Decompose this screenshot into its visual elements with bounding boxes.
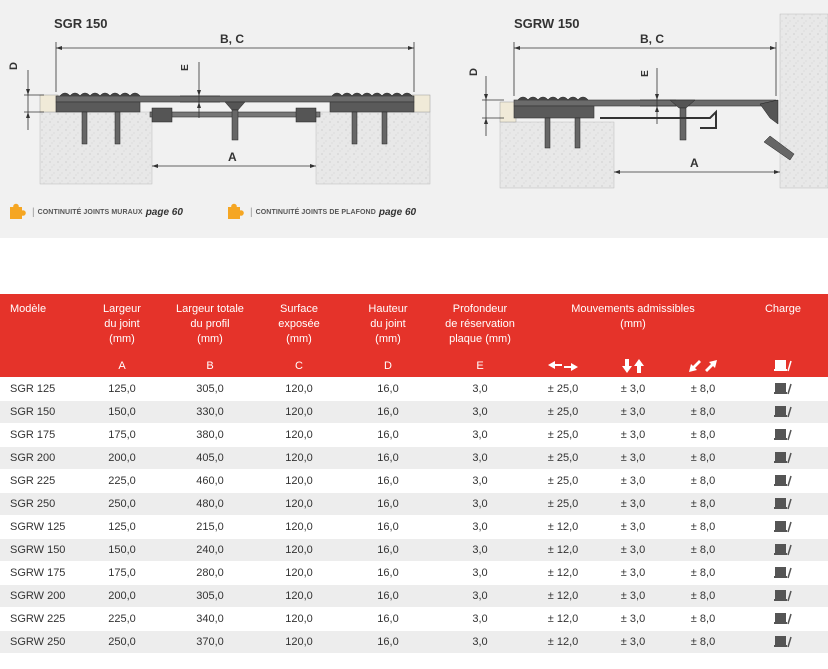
header-d xyxy=(344,294,432,356)
cell-m1: ± 25,0 xyxy=(528,401,598,424)
cell-load xyxy=(738,401,828,424)
left-diagram-title: SGR 150 xyxy=(54,16,108,31)
cell-d: 16,0 xyxy=(344,424,432,447)
cell-e: 3,0 xyxy=(432,608,528,631)
header-e xyxy=(432,294,528,356)
cell-m1: ± 25,0 xyxy=(528,378,598,401)
cell-e: 3,0 xyxy=(432,470,528,493)
cell-a: 150,0 xyxy=(78,401,166,424)
cell-b: 240,0 xyxy=(166,539,254,562)
header-load-label: Charge xyxy=(764,303,802,315)
cell-m2: ± 3,0 xyxy=(598,608,668,631)
cell-m2: ± 3,0 xyxy=(598,631,668,654)
cell-a: 175,0 xyxy=(78,424,166,447)
cell-m1: ± 12,0 xyxy=(528,585,598,608)
cell-m3: ± 8,0 xyxy=(668,539,738,562)
cell-e: 3,0 xyxy=(432,401,528,424)
cell-m3: ± 8,0 xyxy=(668,562,738,585)
right-dim-a: A xyxy=(690,156,699,170)
cell-d: 16,0 xyxy=(344,539,432,562)
header-b-label: Largeur totale du profil (mm) xyxy=(176,303,244,345)
diagram-drawing xyxy=(0,0,828,238)
cell-model: SGRW 200 xyxy=(0,585,78,608)
table-row xyxy=(0,539,828,562)
cell-a: 200,0 xyxy=(78,585,166,608)
load-icon xyxy=(774,635,792,649)
cell-c: 120,0 xyxy=(254,516,344,539)
cell-load xyxy=(738,516,828,539)
cell-load xyxy=(738,585,828,608)
cell-model: SGR 150 xyxy=(0,401,78,424)
table-row xyxy=(0,447,828,470)
cell-b: 480,0 xyxy=(166,493,254,516)
cell-model: SGR 200 xyxy=(0,447,78,470)
table-row xyxy=(0,424,828,447)
subheader-load xyxy=(738,356,828,378)
cell-d: 16,0 xyxy=(344,447,432,470)
cell-load xyxy=(738,562,828,585)
cell-model: SGRW 125 xyxy=(0,516,78,539)
cell-b: 405,0 xyxy=(166,447,254,470)
right-reference-page: page 60 xyxy=(378,207,417,218)
cell-c: 120,0 xyxy=(254,470,344,493)
table-row xyxy=(0,608,828,631)
sgr-diagram xyxy=(24,42,430,184)
cell-load xyxy=(738,539,828,562)
table-row xyxy=(0,585,828,608)
cell-m1: ± 25,0 xyxy=(528,447,598,470)
table-body xyxy=(0,378,828,654)
cell-c: 120,0 xyxy=(254,493,344,516)
cell-a: 125,0 xyxy=(78,378,166,401)
cell-m1: ± 25,0 xyxy=(528,493,598,516)
puzzle-icon xyxy=(10,204,26,219)
cell-a: 125,0 xyxy=(78,516,166,539)
header-d-label: Hauteur du joint (mm) xyxy=(368,303,408,345)
table-row xyxy=(0,470,828,493)
subheader-b: B xyxy=(166,356,254,378)
right-concrete-block xyxy=(316,112,430,184)
cell-m1: ± 12,0 xyxy=(528,608,598,631)
cell-model: SGR 225 xyxy=(0,470,78,493)
table-header-row xyxy=(0,294,828,356)
diagonal-movement-icon xyxy=(688,359,718,373)
cell-d: 16,0 xyxy=(344,493,432,516)
left-concrete-block xyxy=(40,112,152,184)
cell-e: 3,0 xyxy=(432,631,528,654)
cell-m1: ± 12,0 xyxy=(528,562,598,585)
cell-m2: ± 3,0 xyxy=(598,562,668,585)
cell-m2: ± 3,0 xyxy=(598,539,668,562)
cell-c: 120,0 xyxy=(254,424,344,447)
table-row xyxy=(0,401,828,424)
header-b xyxy=(166,294,254,356)
subheader-c: C xyxy=(254,356,344,378)
table-row xyxy=(0,562,828,585)
cell-model: SGRW 175 xyxy=(0,562,78,585)
cell-m1: ± 25,0 xyxy=(528,470,598,493)
vertical-movement-icon xyxy=(621,359,645,373)
load-icon xyxy=(774,382,792,396)
cell-b: 380,0 xyxy=(166,424,254,447)
cell-m1: ± 25,0 xyxy=(528,424,598,447)
technical-diagrams xyxy=(0,0,828,238)
load-icon xyxy=(774,405,792,419)
table-row xyxy=(0,378,828,401)
cell-e: 3,0 xyxy=(432,447,528,470)
subheader-vertical xyxy=(598,356,668,378)
cell-c: 120,0 xyxy=(254,539,344,562)
header-c xyxy=(254,294,344,356)
cell-e: 3,0 xyxy=(432,539,528,562)
subheader-diagonal xyxy=(668,356,738,378)
cell-m2: ± 3,0 xyxy=(598,470,668,493)
cell-c: 120,0 xyxy=(254,378,344,401)
cell-e: 3,0 xyxy=(432,378,528,401)
cell-a: 150,0 xyxy=(78,539,166,562)
cell-b: 340,0 xyxy=(166,608,254,631)
cell-d: 16,0 xyxy=(344,470,432,493)
cell-m2: ± 3,0 xyxy=(598,378,668,401)
cell-model: SGRW 250 xyxy=(0,631,78,654)
cell-m3: ± 8,0 xyxy=(668,447,738,470)
load-icon xyxy=(774,566,792,580)
left-dim-d: D xyxy=(7,62,20,70)
puzzle-icon xyxy=(228,204,244,219)
header-c-label: Surface exposée (mm) xyxy=(278,303,320,345)
table-subheader-row xyxy=(0,356,828,378)
load-icon xyxy=(774,451,792,465)
right-dim-bc: B, C xyxy=(640,32,664,46)
load-icon xyxy=(774,589,792,603)
cell-m2: ± 3,0 xyxy=(598,493,668,516)
cell-m2: ± 3,0 xyxy=(598,401,668,424)
cell-a: 225,0 xyxy=(78,608,166,631)
specifications-table xyxy=(0,294,828,653)
right-dim-d: D xyxy=(467,68,480,76)
cell-e: 3,0 xyxy=(432,585,528,608)
subheader-e: E xyxy=(432,356,528,378)
specifications-table-wrapper xyxy=(0,294,828,653)
cell-load xyxy=(738,631,828,654)
table-row xyxy=(0,516,828,539)
floor-concrete-block xyxy=(500,122,614,188)
cell-m3: ± 8,0 xyxy=(668,516,738,539)
load-icon xyxy=(774,497,792,511)
cell-c: 120,0 xyxy=(254,401,344,424)
cell-b: 215,0 xyxy=(166,516,254,539)
cell-model: SGR 250 xyxy=(0,493,78,516)
cell-b: 330,0 xyxy=(166,401,254,424)
right-diagram-title: SGRW 150 xyxy=(514,16,580,31)
left-dim-e: E xyxy=(179,64,191,71)
cell-a: 225,0 xyxy=(78,470,166,493)
cell-c: 120,0 xyxy=(254,562,344,585)
cell-m3: ± 8,0 xyxy=(668,631,738,654)
cell-m2: ± 3,0 xyxy=(598,424,668,447)
cell-c: 120,0 xyxy=(254,608,344,631)
right-dim-e: E xyxy=(639,70,651,77)
cell-load xyxy=(738,447,828,470)
cell-b: 305,0 xyxy=(166,378,254,401)
header-a-label: Largeur du joint (mm) xyxy=(103,303,141,345)
subheader-horizontal xyxy=(528,356,598,378)
cell-a: 175,0 xyxy=(78,562,166,585)
cell-load xyxy=(738,493,828,516)
left-reference-text: CONTINUITÉ JOINTS MURAUX xyxy=(37,209,143,216)
cell-e: 3,0 xyxy=(432,562,528,585)
cell-load xyxy=(738,378,828,401)
cell-b: 305,0 xyxy=(166,585,254,608)
cell-d: 16,0 xyxy=(344,608,432,631)
cell-load xyxy=(738,470,828,493)
cell-model: SGRW 225 xyxy=(0,608,78,631)
cell-c: 120,0 xyxy=(254,631,344,654)
subheader-d: D xyxy=(344,356,432,378)
right-reference-text: CONTINUITÉ JOINTS DE PLAFOND xyxy=(255,209,376,216)
header-model xyxy=(0,294,78,356)
left-reference-page: page 60 xyxy=(145,207,183,218)
load-icon xyxy=(774,543,792,557)
cell-d: 16,0 xyxy=(344,585,432,608)
cell-d: 16,0 xyxy=(344,562,432,585)
cell-model: SGR 125 xyxy=(0,378,78,401)
load-icon xyxy=(774,474,792,488)
left-dim-bc: B, C xyxy=(220,32,244,46)
header-movements-label: Mouvements admissibles (mm) xyxy=(571,303,695,330)
cell-e: 3,0 xyxy=(432,493,528,516)
table-row xyxy=(0,493,828,516)
cell-a: 250,0 xyxy=(78,493,166,516)
cover-plate xyxy=(56,96,414,102)
header-e-label: Profondeur de réservation plaque (mm) xyxy=(445,303,515,345)
cell-m1: ± 12,0 xyxy=(528,631,598,654)
cell-b: 370,0 xyxy=(166,631,254,654)
header-a xyxy=(78,294,166,356)
wall-concrete-block xyxy=(780,14,828,188)
cell-m2: ± 3,0 xyxy=(598,585,668,608)
cell-m3: ± 8,0 xyxy=(668,493,738,516)
cell-m3: ± 8,0 xyxy=(668,378,738,401)
cell-d: 16,0 xyxy=(344,631,432,654)
cell-m3: ± 8,0 xyxy=(668,608,738,631)
load-icon xyxy=(774,612,792,626)
cell-model: SGR 175 xyxy=(0,424,78,447)
cell-e: 3,0 xyxy=(432,516,528,539)
cell-m2: ± 3,0 xyxy=(598,516,668,539)
horizontal-movement-icon xyxy=(548,360,578,372)
header-load xyxy=(738,294,828,356)
cell-m1: ± 12,0 xyxy=(528,539,598,562)
cell-m2: ± 3,0 xyxy=(598,447,668,470)
left-dim-a: A xyxy=(228,150,237,164)
cell-m3: ± 8,0 xyxy=(668,470,738,493)
cell-d: 16,0 xyxy=(344,516,432,539)
cell-e: 3,0 xyxy=(432,424,528,447)
cell-c: 120,0 xyxy=(254,447,344,470)
cell-c: 120,0 xyxy=(254,585,344,608)
load-icon xyxy=(774,359,792,373)
header-model-label: Modèle xyxy=(10,303,47,315)
cell-d: 16,0 xyxy=(344,378,432,401)
subheader-model xyxy=(0,356,78,378)
table-row xyxy=(0,631,828,654)
cell-m3: ± 8,0 xyxy=(668,585,738,608)
cell-m3: ± 8,0 xyxy=(668,424,738,447)
header-movements xyxy=(528,294,738,356)
subheader-a: A xyxy=(78,356,166,378)
cell-load xyxy=(738,424,828,447)
left-reference-link[interactable]: | CONTINUITÉ JOINTS MURAUX page 60 xyxy=(32,207,183,218)
cell-b: 460,0 xyxy=(166,470,254,493)
cell-m3: ± 8,0 xyxy=(668,401,738,424)
cell-model: SGRW 150 xyxy=(0,539,78,562)
cell-d: 16,0 xyxy=(344,401,432,424)
cell-m1: ± 12,0 xyxy=(528,516,598,539)
right-reference-link[interactable]: | CONTINUITÉ JOINTS DE PLAFOND page 60 xyxy=(250,207,417,218)
cell-a: 200,0 xyxy=(78,447,166,470)
cell-load xyxy=(738,608,828,631)
load-icon xyxy=(774,520,792,534)
load-icon xyxy=(774,428,792,442)
cell-b: 280,0 xyxy=(166,562,254,585)
cell-a: 250,0 xyxy=(78,631,166,654)
